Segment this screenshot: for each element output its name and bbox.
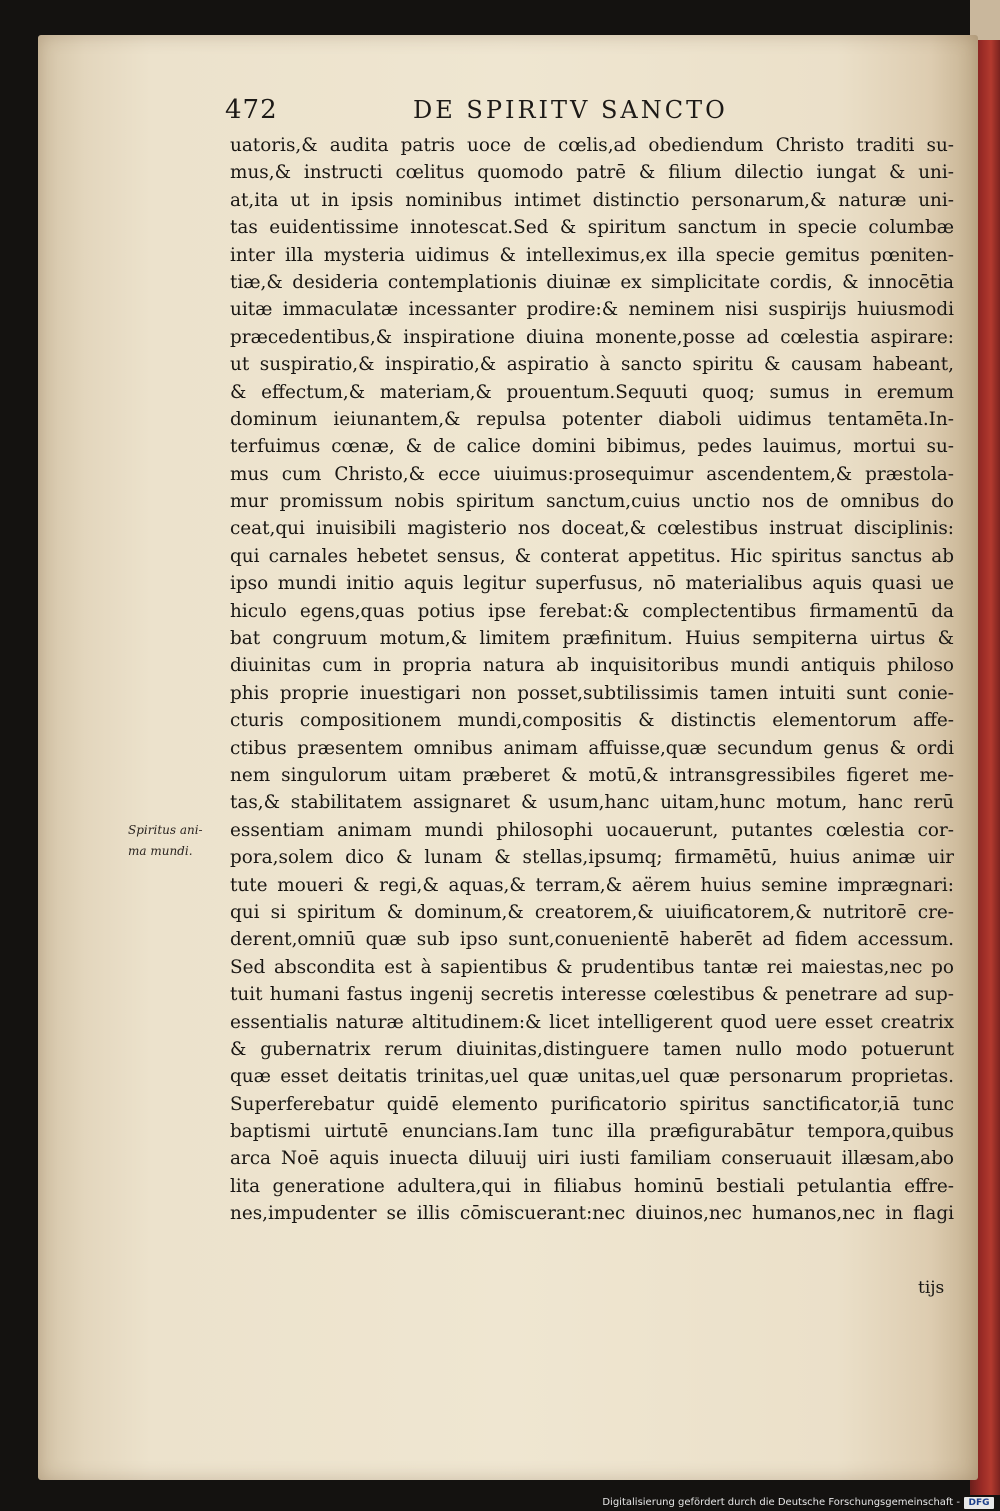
text-line: tas,& stabilitatem assignaret & usum,hanc uitam,hunc motum, hanc rerū	[230, 792, 954, 814]
text-line: essentiam animam mundi philosophi uocauerunt, putantes cœlestia cor-	[230, 819, 954, 841]
text-line: & effectum,& materiam,& prouentum.Sequuti quoq; sumus in eremum	[230, 381, 954, 403]
marginal-note-line: Spiritus ani-	[128, 823, 203, 837]
text-line: derent,omniū quæ sub ipso sunt,conuenientē haberēt ad fidem accessum.	[230, 929, 954, 951]
text-line: bat congruum motum,& limitem præfinitum. Huius sempiterna uirtus &	[230, 628, 954, 650]
text-line: tuit humani fastus ingenij secretis interesse cœlestibus & penetrare ad sup-	[230, 984, 954, 1006]
text-line: nes,impudenter se illis cōmiscuerant:nec diuinos,nec humanos,nec in flagi	[230, 1203, 954, 1225]
text-line: mur promissum nobis spiritum sanctum,cuius unctio nos de omnibus do	[230, 491, 954, 513]
running-head	[225, 95, 955, 135]
text-line: tute moueri & regi,& aquas,& terram,& aërem huius semine imprægnari:	[230, 874, 954, 896]
text-line: at,ita ut in ipsis nominibus intimet distinctio personarum,& naturæ uni-	[230, 189, 954, 211]
marginal-note-line: ma mundi.	[128, 844, 193, 858]
dfg-logo: DFG	[964, 1497, 994, 1509]
text-line: uitæ immaculatæ incessanter prodire:& neminem nisi suspirijs huiusmodi	[230, 299, 954, 321]
marginal-note	[128, 820, 228, 862]
text-line: pora,solem dico & lunam & stellas,ipsumq; firmamētū, huius animæ uir	[230, 847, 954, 869]
text-line: præcedentibus,& inspiratione diuina monente,posse ad cœlestia aspirare:	[230, 326, 954, 348]
page-number: 472	[225, 95, 278, 125]
text-line: diuinitas cum in propria natura ab inquisitoribus mundi antiquis philoso	[230, 655, 954, 677]
text-line: mus,& instructi cœlitus quomodo patrē & filium dilectio iungat & uni-	[230, 162, 954, 184]
body-text	[230, 132, 954, 1302]
text-line: qui si spiritum & dominum,& creatorem,& uiuificatorem,& nutritorē cre-	[230, 901, 954, 923]
text-line: nem singulorum uitam præberet & motū,& intransgressibiles figeret me-	[230, 764, 954, 786]
text-line: ctibus præsentem omnibus animam affuisse,quæ secundum genus & ordi	[230, 737, 954, 759]
text-line: mus cum Christo,& ecce uiuimus:prosequimur ascendentem,& præstola-	[230, 463, 954, 485]
text-line: qui carnales hebetet sensus, & conterat appetitus. Hic spiritus sanctus ab	[230, 545, 954, 567]
text-line: dominum ieiunantem,& repulsa potenter diaboli uidimus tentamēta.In-	[230, 408, 954, 430]
text-line: quæ esset deitatis trinitas,uel quæ unitas,uel quæ personarum proprietas.	[230, 1066, 954, 1088]
text-line: Superferebatur quidē elemento purificatorio spiritus sanctificator,iā tunc	[230, 1093, 954, 1115]
text-line: & gubernatrix rerum diuinitas,distinguere tamen nullo modo potuerunt	[230, 1038, 954, 1060]
text-line: hiculo egens,quas potius ipse ferebat:& complectentibus firmamentū da	[230, 600, 954, 622]
text-line: ut suspiratio,& inspiratio,& aspiratio à sancto spiritu & causam habeant,	[230, 354, 954, 376]
text-line: tiæ,& desideria contemplationis diuinæ ex simplicitate cordis, & innocētia	[230, 271, 954, 293]
text-line: essentialis naturæ altitudinem:& licet intelligerent quod uere esset creatrix	[230, 1011, 954, 1033]
text-line: phis proprie inuestigari non posset,subtilissimis tamen intuiti sunt conie-	[230, 682, 954, 704]
text-line: baptismi uirtutē enuncians.Iam tunc illa præfigurabātur tempora,quibus	[230, 1121, 954, 1143]
text-line: arca Noē aquis inuecta diluuij uiri iusti familiam conseruauit illæsam,abo	[230, 1148, 954, 1170]
text-line: cturis compositionem mundi,compositis & distinctis elementorum affe-	[230, 710, 954, 732]
text-line: Sed abscondita est à sapientibus & prudentibus tantæ rei maiestas,nec po	[230, 956, 954, 978]
running-title: DE SPIRITV SANCTO	[413, 96, 728, 124]
footer-credit: Digitalisierung gefördert durch die Deutsche Forschungsgemeinschaft -	[602, 1497, 960, 1508]
text-line: ipso mundi initio aquis legitur superfusus, nō materialibus aquis quasi ue	[230, 573, 954, 595]
text-line: ceat,qui inuisibili magisterio nos doceat,& cœlestibus instruat disciplinis:	[230, 518, 954, 540]
catchword: tijs	[918, 1278, 945, 1298]
text-line: inter illa mysteria uidimus & intelleximus,ex illa specie gemitus pœniten-	[230, 244, 954, 266]
text-line: lita generatione adultera,qui in filiabus hominū bestiali petulantia effre-	[230, 1175, 954, 1197]
text-line: tas euidentissime innotescat.Sed & spiritum sanctum in specie columbæ	[230, 217, 954, 239]
book-binding-corner	[970, 0, 1000, 40]
footer-bar	[0, 1495, 1000, 1511]
text-line: terfuimus cœnæ, & de calice domini bibimus, pedes lauimus, mortui su-	[230, 436, 954, 458]
text-line: uatoris,& audita patris uoce de cœlis,ad obediendum Christo traditi su-	[230, 135, 954, 156]
